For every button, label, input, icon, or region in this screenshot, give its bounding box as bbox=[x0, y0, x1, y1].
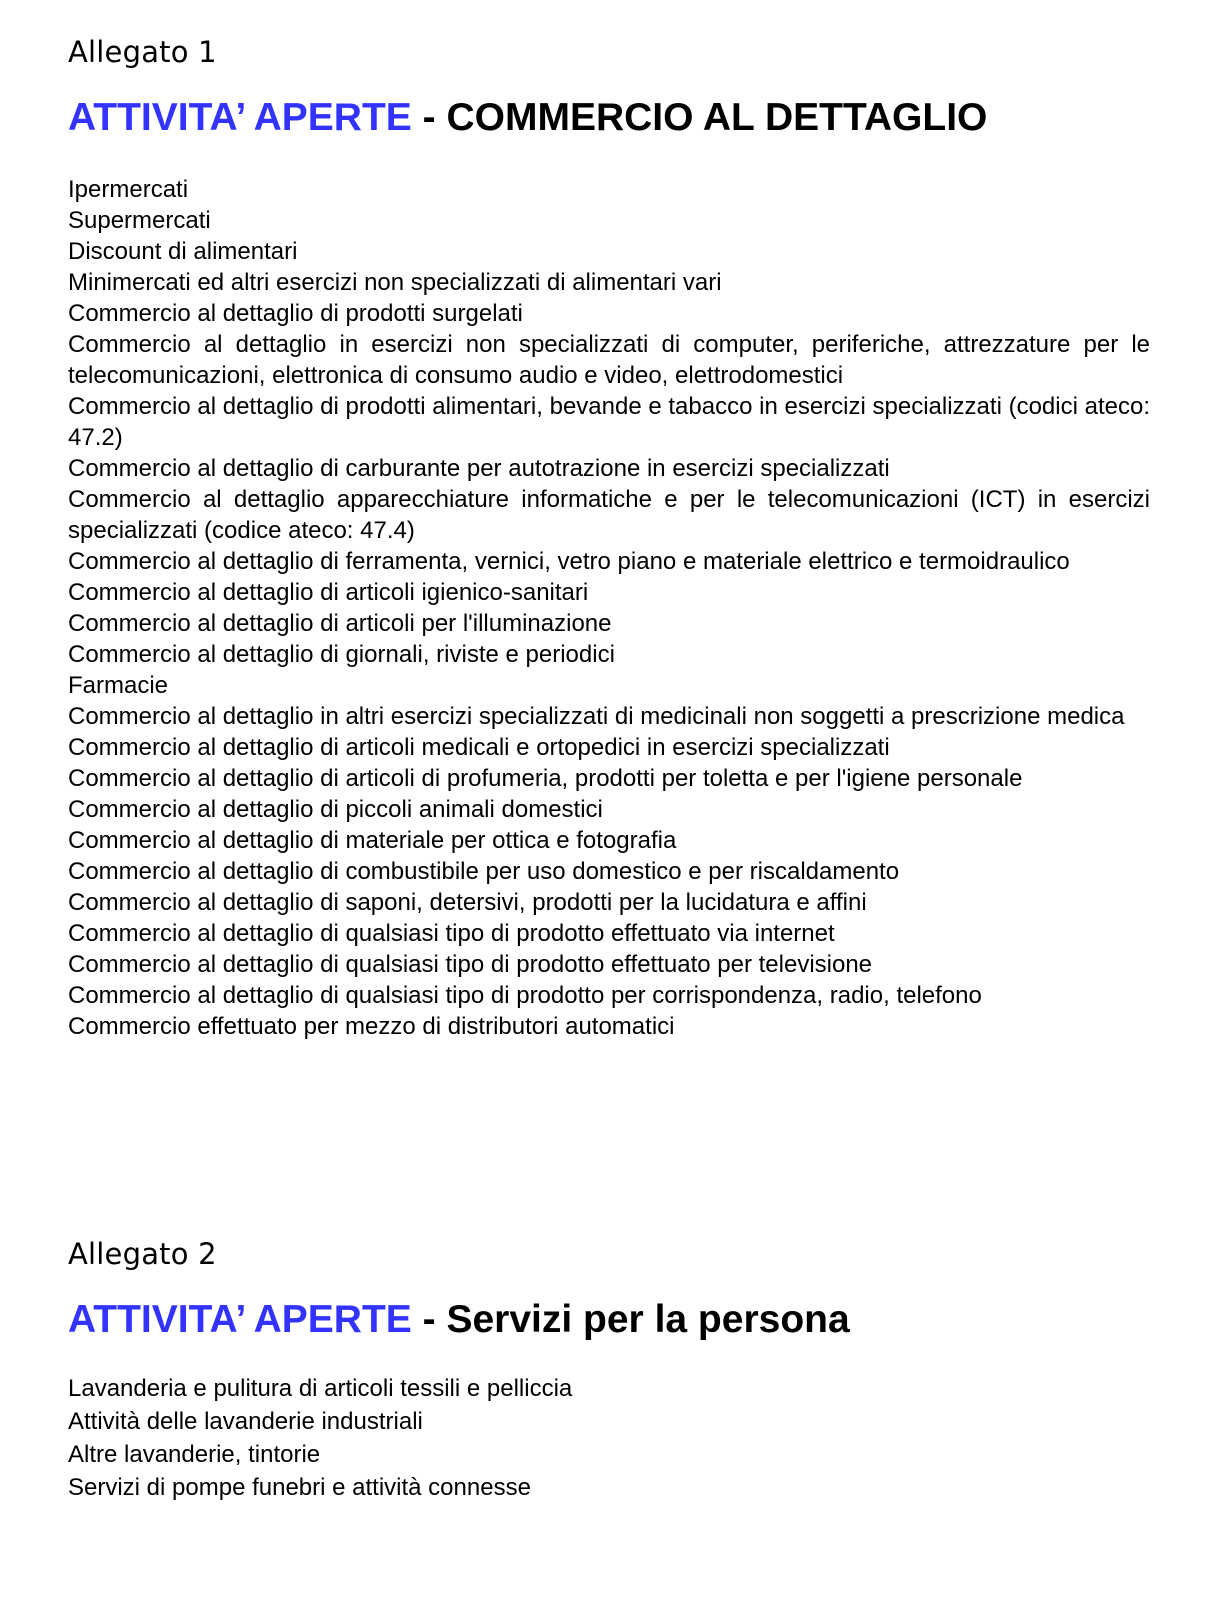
activity-list-item: Commercio al dettaglio di articoli medicali e ortopedici in esercizi specializzati bbox=[68, 734, 890, 761]
activity-list-item: Commercio al dettaglio in esercizi non specializzati di computer, periferiche, attrezzature per le telecomunicazioni, elettronica di consumo audio e video, elettrodomestici bbox=[68, 331, 1150, 389]
allegato-1-section bbox=[68, 30, 1150, 1042]
allegato-2-label: Allegato 2 bbox=[68, 1237, 217, 1271]
allegato-1-activity-list bbox=[68, 174, 1150, 1042]
activity-list-item: Commercio al dettaglio di prodotti surgelati bbox=[68, 300, 523, 327]
activity-list-item: Commercio al dettaglio di qualsiasi tipo di prodotto effettuato via internet bbox=[68, 920, 835, 947]
activity-list-item: Ipermercati bbox=[68, 176, 189, 203]
activity-list-item: Commercio al dettaglio in altri esercizi specializzati di medicinali non soggetti a prescrizione medica bbox=[68, 703, 1125, 730]
activity-list-item: Servizi di pompe funebri e attività connesse bbox=[68, 1474, 531, 1501]
activity-list-item: Commercio al dettaglio di articoli igienico-sanitari bbox=[68, 579, 589, 606]
activity-list-item: Minimercati ed altri esercizi non specializzati di alimentari vari bbox=[68, 269, 722, 296]
allegato-1-heading-rest: - COMMERCIO AL DETTAGLIO bbox=[411, 96, 988, 139]
activity-list-item: Commercio al dettaglio di giornali, riviste e periodici bbox=[68, 641, 615, 668]
activity-list-item: Farmacie bbox=[68, 672, 169, 699]
allegato-1-label: Allegato 1 bbox=[68, 35, 217, 69]
activity-list-item: Lavanderia e pulitura di articoli tessili e pelliccia bbox=[68, 1375, 573, 1402]
allegato-2-heading-accent: ATTIVITA’ APERTE bbox=[68, 1298, 412, 1341]
activity-list-item: Commercio al dettaglio di carburante per autotrazione in esercizi specializzati bbox=[68, 455, 890, 482]
activity-list-item: Commercio al dettaglio apparecchiature informatiche e per le telecomunicazioni (ICT) in esercizi specializzati (codice ateco: 47.4) bbox=[68, 486, 1150, 544]
activity-list-item: Commercio al dettaglio di qualsiasi tipo di prodotto effettuato per televisione bbox=[68, 951, 873, 978]
allegato-2-heading bbox=[68, 1296, 1150, 1344]
activity-list-item: Commercio al dettaglio di articoli di profumeria, prodotti per toletta e per l'igiene personale bbox=[68, 765, 1023, 792]
activity-list-item: Commercio al dettaglio di materiale per ottica e fotografia bbox=[68, 827, 677, 854]
activity-list-item: Altre lavanderie, tintorie bbox=[68, 1441, 321, 1468]
activity-list-item: Supermercati bbox=[68, 207, 211, 234]
activity-list-item: Commercio al dettaglio di ferramenta, vernici, vetro piano e materiale elettrico e termoidraulico bbox=[68, 548, 1070, 575]
allegato-2-section bbox=[68, 1232, 1150, 1504]
activity-list-item: Commercio al dettaglio di qualsiasi tipo di prodotto per corrispondenza, radio, telefono bbox=[68, 982, 982, 1009]
activity-list-item: Commercio al dettaglio di saponi, detersivi, prodotti per la lucidatura e affini bbox=[68, 889, 867, 916]
activity-list-item: Discount di alimentari bbox=[68, 238, 298, 265]
allegato-1-heading bbox=[68, 94, 1150, 142]
activity-list-item: Commercio al dettaglio di combustibile per uso domestico e per riscaldamento bbox=[68, 858, 900, 885]
activity-list-item: Commercio al dettaglio di articoli per l'illuminazione bbox=[68, 610, 612, 637]
activity-list-item: Commercio effettuato per mezzo di distributori automatici bbox=[68, 1013, 675, 1040]
activity-list-item: Commercio al dettaglio di prodotti alimentari, bevande e tabacco in esercizi specializzati (codici ateco: 47.2) bbox=[68, 393, 1150, 451]
allegato-2-activity-list bbox=[68, 1372, 1150, 1504]
activity-list-item: Attività delle lavanderie industriali bbox=[68, 1408, 423, 1435]
allegato-1-heading-accent: ATTIVITA’ APERTE bbox=[68, 96, 412, 139]
activity-list-item: Commercio al dettaglio di piccoli animali domestici bbox=[68, 796, 603, 823]
allegato-2-heading-rest: - Servizi per la persona bbox=[411, 1298, 850, 1341]
